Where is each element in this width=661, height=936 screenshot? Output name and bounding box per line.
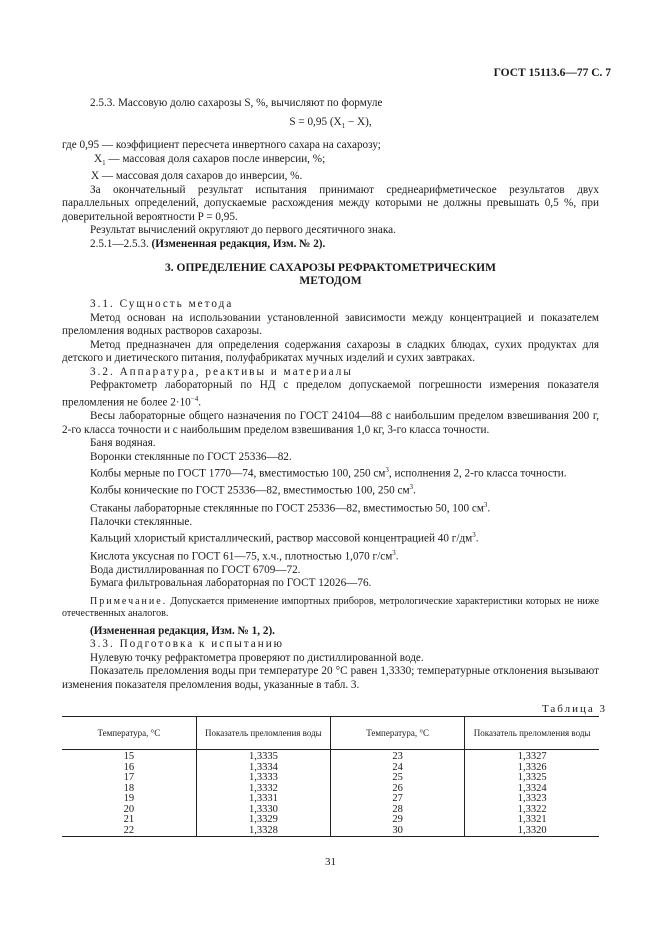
table-row [62,815,599,826]
table-caption: Таблица 3 [541,703,607,715]
item-distilled-water: Вода дистиллированная по ГОСТ 6709—72. [90,563,301,576]
table-row [62,773,599,784]
paragraph-rounding: Результат вычислений округляют до первого десятичного знака. [90,224,396,237]
table-cell: 1,3322 [465,805,599,816]
table-row [62,794,599,805]
item-refractometer: Рефрактометр лабораторный по НД с пределом допускаемой погрешности измерения показателя преломления не более $2\cdot 10^{-4}$. [62,379,599,409]
table-cell: 1,3323 [465,794,599,805]
table-cell: 1,3333 [196,773,330,784]
item-calcium-chloride: Кальций хлористый кристаллический, раствор массовой концентрацией 40 $г/дм^3$. [90,531,479,546]
table-cell: 26 [331,784,465,795]
table-cell: 30 [331,826,465,837]
table-cell: 1,3324 [465,784,599,795]
page-header: ГОСТ 15113.6—77 С. 7 [493,67,611,79]
table-cell: 15 [123,751,135,762]
table-cell: 1,3325 [465,773,599,784]
table-cell: 25 [331,773,465,784]
table-cell: 1,3331 [196,794,330,805]
paragraph-final-result: За окончательный результат испытания принимают среднеарифметическое результатов двух параллельных определений, допускаемые расхождения между которыми не должны превышать 0,5 %, при доверительной вероятности P = 0,95. [62,183,599,223]
table-cell: 1,3335 [196,750,330,763]
item-acetic-acid: Кислота уксусная по ГОСТ 61—75, х.ч., плотностью 1,070 $г/см^3$. [90,548,399,563]
sucrose-formula: S = 0,95 $(X_1 - X)$, [289,115,372,130]
paragraph-3-3-index: Показатель преломления воды при температуре 20 °С равен 1,3330; температурные отклонения вызывают изменения показателя преломления воды, указанные в табл. 3. [62,665,599,691]
heading-3-3: 3.3. Подготовка к испытанию [90,638,285,651]
item-glass-sticks: Палочки стеклянные. [90,515,193,528]
table-cell: 1,3330 [196,805,330,816]
table-cell: 1,3326 [465,763,599,774]
table-cell: 29 [331,815,465,826]
item-volumetric-flasks: Колбы мерные по ГОСТ 1770—74, вместимостью 100, 250 $см^3$, исполнения 2, 2-го класса точности. [90,466,567,480]
legend-coefficient: где 0,95 — коэффициент пересчета инвертного сахара на сахарозу; [62,139,381,152]
page-number: 31 [325,856,336,868]
item-scales: Весы лабораторные общего назначения по ГОСТ 24104—88 с наибольшим пределом взвешивания 200 г, 2-го класса точности и с наибольшим пределом взвешивания 1,0 кг, 3-го класса точности. [62,410,599,436]
header-temperature-2: Температура, °С [331,717,465,750]
amendment-note-3-2: (Измененная редакция, Изм. № 1, 2). [90,624,275,637]
note-import-devices: Примечание. Допускается применение импортных приборов, метрологические характеристики которых не ниже отечественных аналогов. [62,595,599,620]
table-cell: 18 [123,782,135,794]
item-conical-flasks: Колбы конические по ГОСТ 25336—82, вместимостью 100, 250 $см^3$. [90,483,416,498]
table-header-row [62,717,599,750]
table-row [62,750,599,763]
header-refraction-1: Показатель преломления воды [196,717,330,750]
item-funnels: Воронки стеклянные по ГОСТ 25336—82. [90,450,292,463]
table-cell: 28 [331,805,465,816]
header-refraction-2: Показатель преломления воды [465,717,599,750]
table-cell: 22 [62,826,196,837]
formula-legend [62,139,599,184]
table-cell: 19 [123,793,135,804]
table-row [62,826,599,837]
amendment-note-2-5: 2.5.1—2.5.3. (Измененная редакция, Изм. № 2). [90,237,326,250]
table-cell: 1,3328 [196,826,330,837]
paragraph-3-1-purpose: Метод предназначен для определения содержания сахарозы в сладких блюдах, сухих продуктах для детского и диетического питания, полуфабрикатах мучных изделий и сухих завтраках. [62,338,599,365]
legend-x1: $X_1$ — массовая доля сахаров после инверсии, %; [94,152,326,167]
table-cell: 20 [123,803,135,815]
table-cell: 23 [331,750,465,763]
item-water-bath: Баня водяная. [90,437,156,450]
paragraph-3-1-basis: Метод основан на использовании установленной зависимости между концентрацией и показателем преломления водных растворов сахарозы. [62,311,599,338]
table-cell: 16 [123,761,135,773]
table-cell: 1,3334 [196,763,330,774]
item-beakers: Стаканы лабораторные стеклянные по ГОСТ 25336—82, вместимостью 50, 100 $см^3$. [90,500,491,515]
table-cell: 1,3321 [465,815,599,826]
heading-3-2: 3.2. Аппаратура, реактивы и материалы [90,365,353,378]
header-temperature-1: Температура, °С [62,717,196,750]
table-cell: 1,3327 [465,750,599,763]
legend-x: X — массовая доля сахаров до инверсии, %. [91,170,303,183]
refraction-table [62,716,599,837]
section-3-title: 3. ОПРЕДЕЛЕНИЕ САХАРОЗЫ РЕФРАКТОМЕТРИЧЕСКИМ МЕТОДОМ [165,262,496,288]
paragraph-3-3-zero: Нулевую точку рефрактометра проверяют по дистиллированной воде. [90,651,424,664]
table-cell: 21 [123,814,135,825]
section-2-5-3 [62,97,599,692]
table-cell: 1,3329 [196,815,330,826]
table-cell: 1,3320 [465,826,599,837]
item-filter-paper: Бумага фильтровальная лабораторная по ГОСТ 12026—76. [90,577,372,590]
paragraph-2-5-3-intro: 2.5.3. Массовую долю сахарозы S, %, вычисляют по формуле [90,97,383,109]
table-cell: 17 [123,772,135,783]
table-cell: 1,3332 [196,784,330,795]
table-cell: 24 [331,763,465,774]
heading-3-1: 3.1. Сущность метода [90,298,234,311]
table-cell: 27 [331,794,465,805]
